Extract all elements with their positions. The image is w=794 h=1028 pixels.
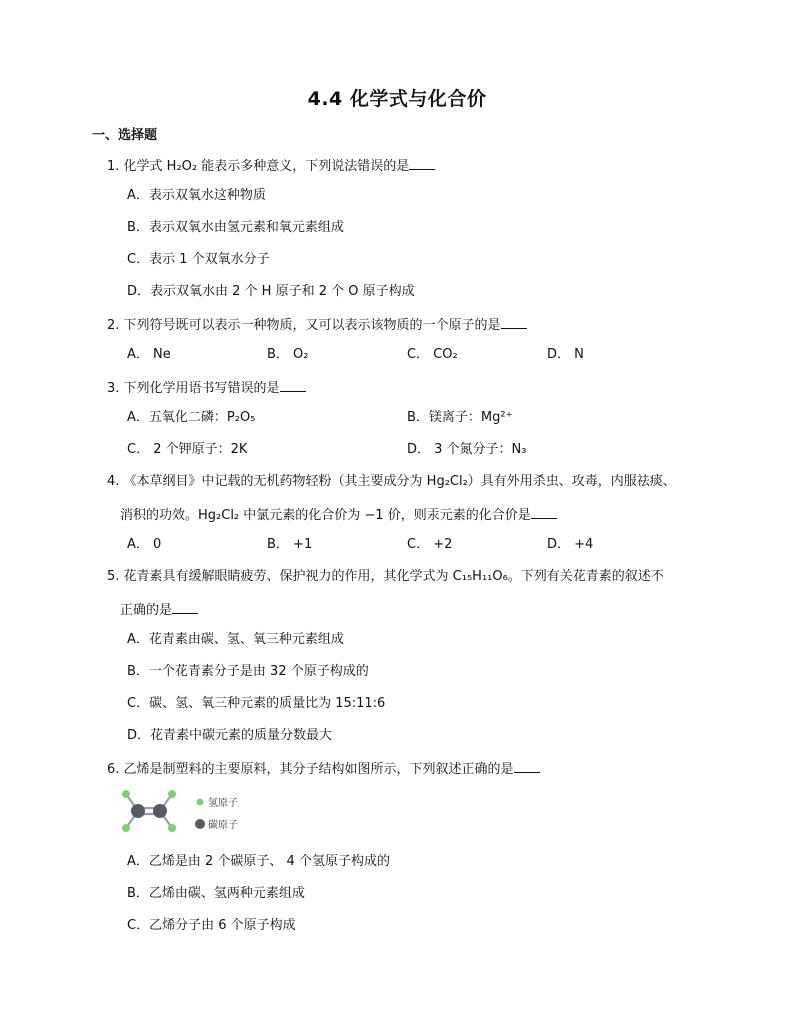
- q4-option-c: C． +2: [407, 537, 453, 552]
- q2-option-c: C． CO₂: [407, 347, 458, 362]
- q6-option-c: C．乙烯分子由 6 个原子构成: [127, 918, 296, 933]
- q3-option-d: D． 3 个氮分子：N₃: [407, 442, 527, 457]
- hydrogen-atom: [168, 790, 176, 798]
- question-4-stem-line1: 4. 《本草纲目》中记载的无机药物轻粉（其主要成分为 Hg₂Cl₂）具有外用杀虫、攻毒，内服祛痰、: [107, 474, 676, 489]
- question-3-stem: 3. 下列化学用语书写错误的是: [107, 379, 306, 397]
- q3-option-a: A．五氧化二磷：P₂O₅: [127, 410, 256, 425]
- question-1-stem: 1. 化学式 H₂O₂ 能表示多种意义，下列说法错误的是: [107, 157, 435, 175]
- section-heading: 一、选择题: [92, 128, 158, 143]
- q1-option-a: A．表示双氧水这种物质: [127, 188, 266, 203]
- q5-option-c: C．碳、氢、氧三种元素的质量比为 15:11:6: [127, 696, 386, 711]
- answer-blank: [409, 157, 435, 170]
- carbon-atom: [131, 804, 145, 818]
- q3-option-c: C． 2 个钾原子：2K: [127, 442, 248, 457]
- answer-blank: [172, 601, 198, 614]
- carbon-atom: [153, 804, 167, 818]
- legend-carbon-label: 碳原子: [208, 820, 238, 831]
- q3-option-b: B．镁离子：Mg²⁺: [407, 410, 513, 425]
- legend-hydrogen-label: 氢原子: [208, 798, 238, 809]
- q4-option-b: B． +1: [267, 537, 313, 552]
- question-2-stem: 2. 下列符号既可以表示一种物质，又可以表示该物质的一个原子的是: [107, 316, 527, 334]
- q1-option-b: B．表示双氧水由氢元素和氧元素组成: [127, 220, 344, 235]
- q5-option-b: B．一个花青素分子是由 32 个原子构成的: [127, 664, 369, 679]
- answer-blank: [280, 379, 306, 392]
- q4-option-a: A． 0: [127, 537, 162, 552]
- legend-hydrogen-swatch: [197, 799, 204, 806]
- ethylene-molecule-diagram: [118, 786, 248, 836]
- question-6-stem: 6. 乙烯是制塑料的主要原料，其分子结构如图所示，下列叙述正确的是: [107, 760, 540, 778]
- answer-blank: [531, 506, 557, 519]
- hydrogen-atom: [122, 790, 130, 798]
- q2-option-b: B． O₂: [267, 347, 309, 362]
- q4-option-d: D． +4: [547, 537, 594, 552]
- q1-option-d: D．表示双氧水由 2 个 H 原子和 2 个 O 原子构成: [127, 284, 415, 299]
- question-5-stem-line1: 5. 花青素具有缓解眼睛疲劳、保护视力的作用，其化学式为 C₁₅H₁₁O₆。下列有关花青素的叙述不: [107, 569, 664, 584]
- hydrogen-atom: [168, 824, 176, 832]
- q2-option-a: A． Ne: [127, 347, 171, 362]
- q6-option-b: B．乙烯由碳、氢两种元素组成: [127, 886, 305, 901]
- legend-carbon-swatch: [195, 819, 205, 829]
- q2-option-d: D． N: [547, 347, 584, 362]
- q1-option-c: C．表示 1 个双氧水分子: [127, 252, 270, 267]
- answer-blank: [514, 760, 540, 773]
- question-4-stem-line2: 消积的功效。Hg₂Cl₂ 中氯元素的化合价为 −1 价，则汞元素的化合价是: [120, 506, 557, 524]
- q6-option-a: A．乙烯是由 2 个碳原子、 4 个氢原子构成的: [127, 854, 390, 869]
- hydrogen-atom: [122, 824, 130, 832]
- question-5-stem-line2: 正确的是: [120, 601, 198, 619]
- answer-blank: [501, 316, 527, 329]
- q5-option-a: A．花青素由碳、氢、氧三种元素组成: [127, 632, 344, 647]
- page-title: 4.4 化学式与化合价: [307, 88, 487, 110]
- q5-option-d: D．花青素中碳元素的质量分数最大: [127, 728, 333, 743]
